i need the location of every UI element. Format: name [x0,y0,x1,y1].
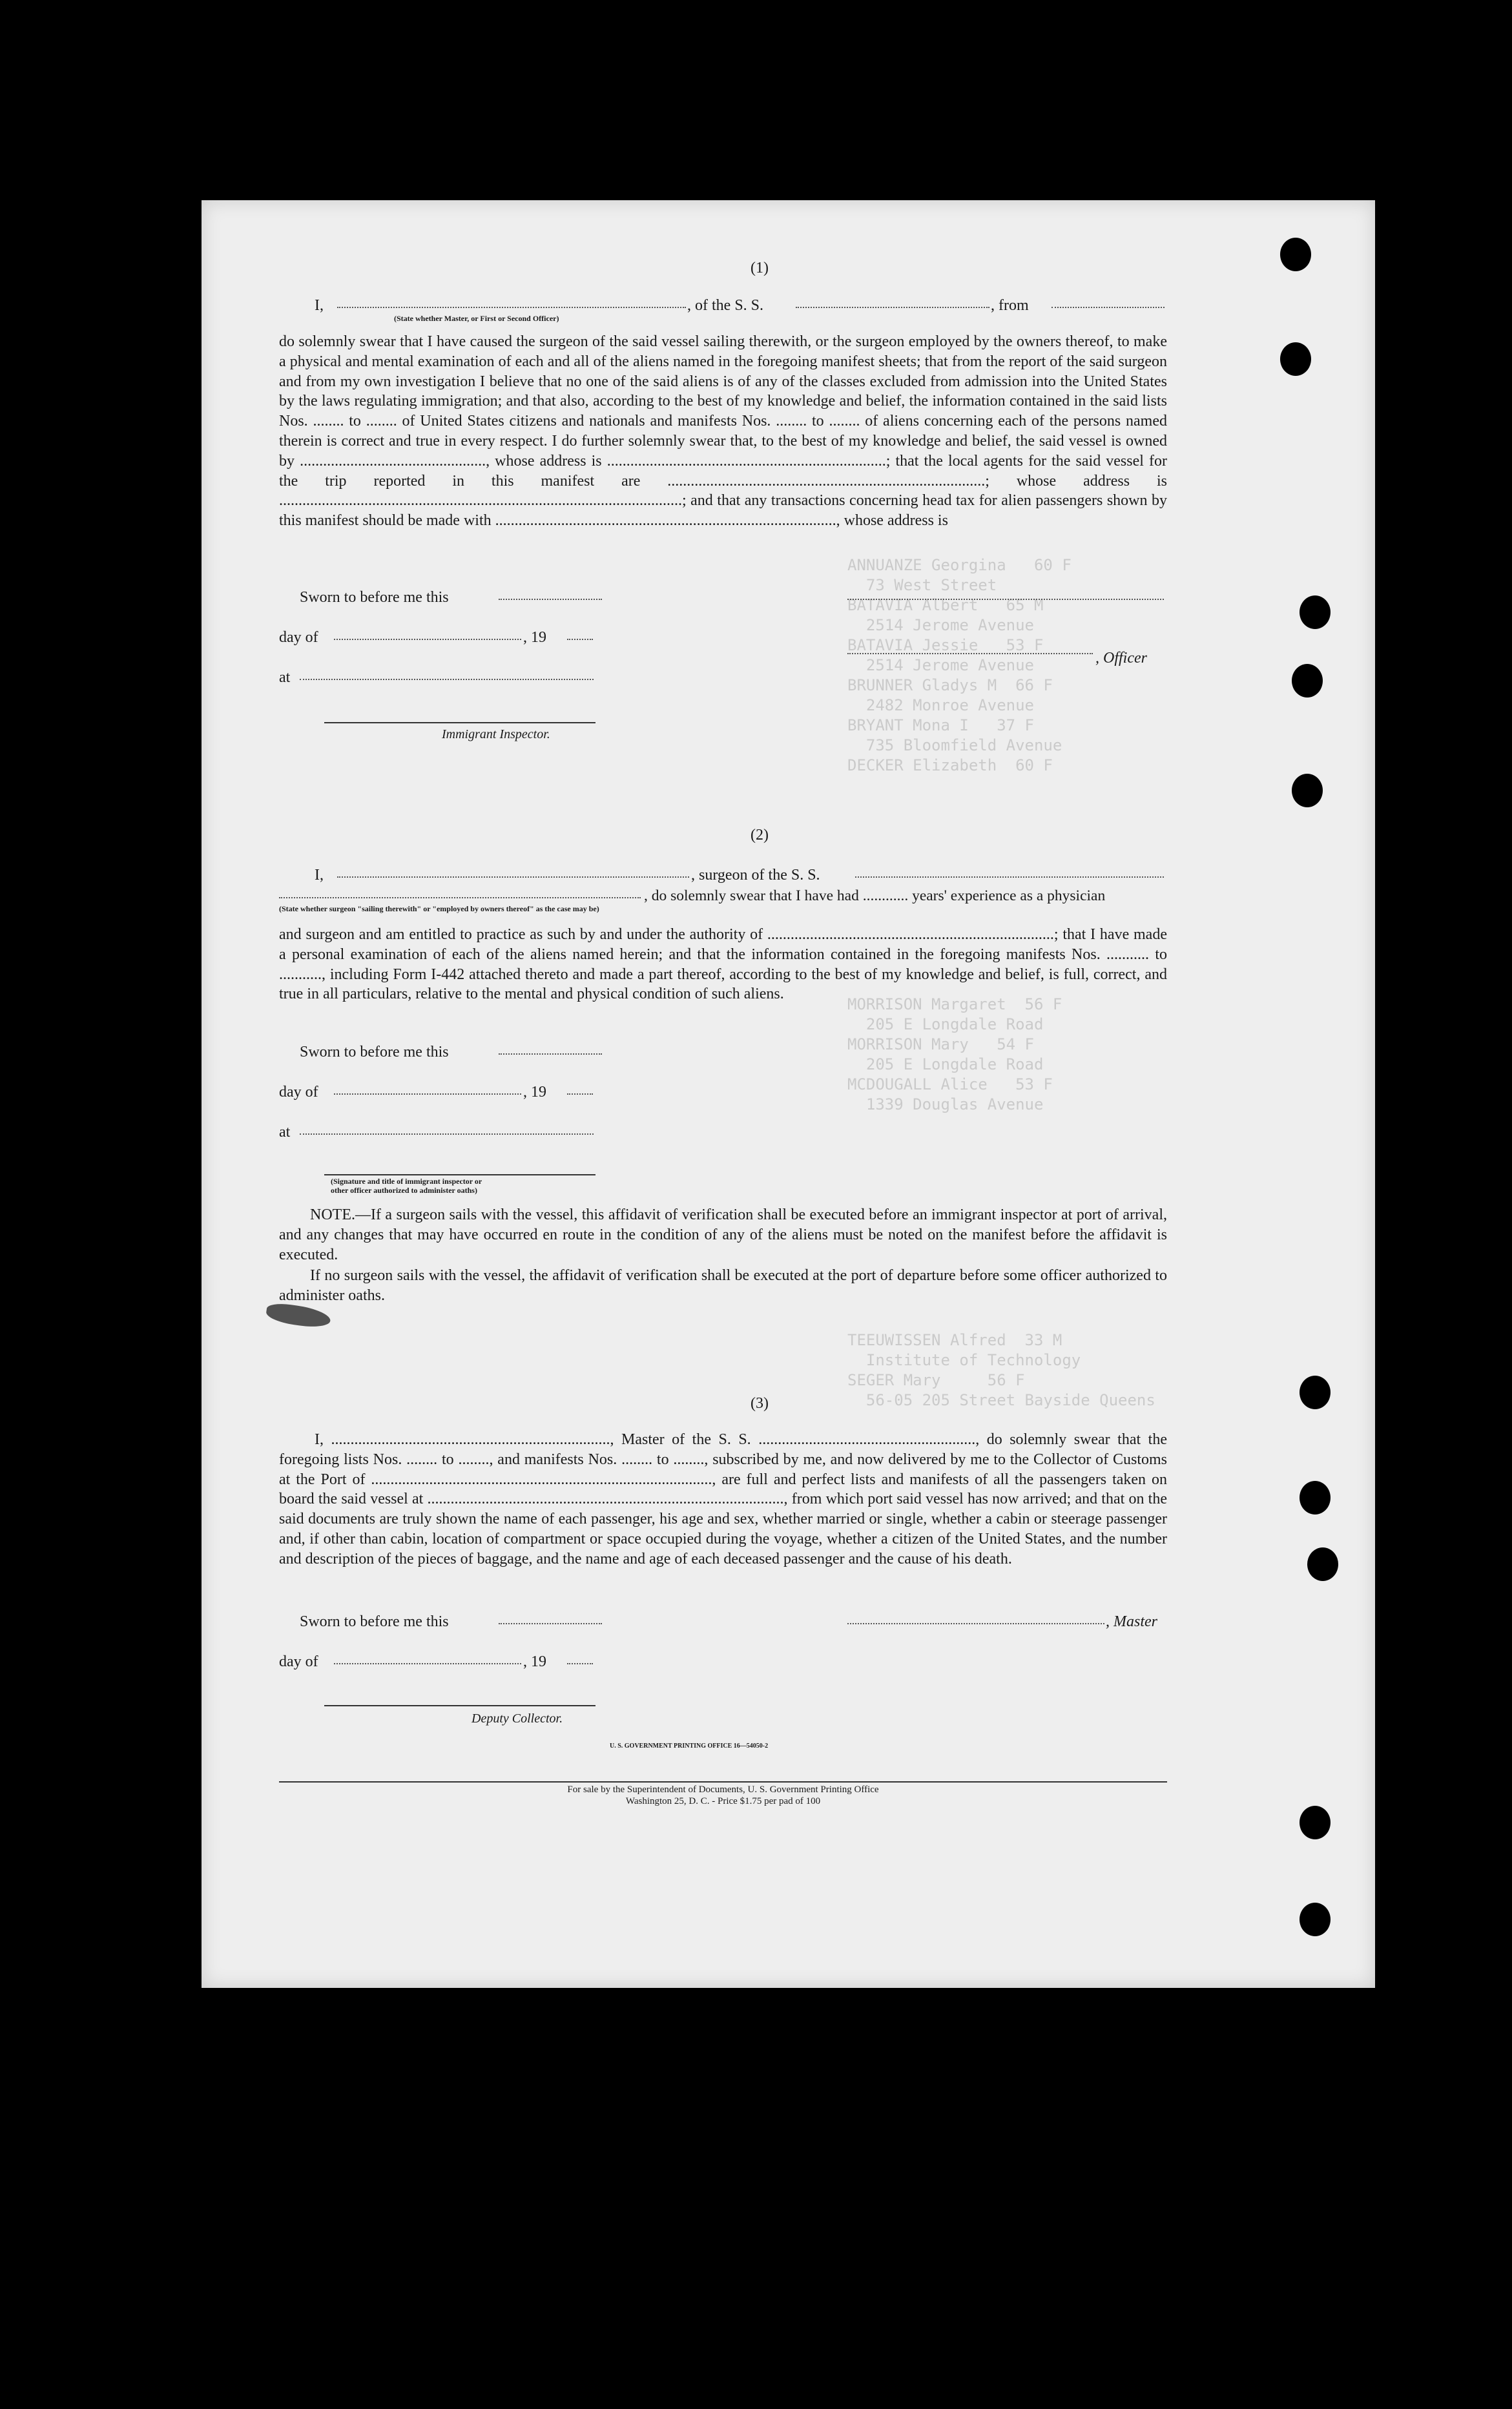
section-1-from: , from [991,297,1029,314]
footer-sale-1: For sale by the Superintendent of Documents, U. S. Government Printing Office [567,1784,879,1795]
master-signature-line[interactable] [847,1622,1104,1624]
section-3-sworn: Sworn to before me this [300,1613,449,1630]
section-2-surgeon-of-ss: , surgeon of the S. S. [691,867,820,884]
section-1-caption: (State whether Master, or First or Second Officer) [394,314,559,323]
day-field-3[interactable] [334,1662,521,1664]
form-sheet [202,200,1375,1988]
section-2-sig-caption-1: (Signature and title of immigrant inspector or [331,1177,482,1186]
binder-hole-2 [1280,342,1311,376]
sworn-date-field-1[interactable] [499,598,602,600]
section-3-master: , Master [1106,1613,1157,1630]
section-3-body: I, ........................................................................, Master of the S. S. ........................................................, do solemnly swear that the foregoing lists Nos. ........ to ........, and manifests Nos. ........ to ........, subscribed by me, and now delivered by me to the Collector of Customs at the Port of ........................................................................................, are full and perfect lists and manifests of all the passengers taken on board the said vessel at ............................................................................................, from which port said vessel has now arrived; and that on the said documents are truly shown the name of each passenger, his age and sex, whether married or single, whether a cabin or steerage passenger and, if other than cabin, location of compartment or space occupied during the voyage, whether a citizen of the United States, and the number and description of the pieces of baggage, and the name and age of each deceased passenger and the cause of his death. [279,1431,1167,1567]
day-field-2[interactable] [334,1093,521,1095]
vessel-name-field[interactable] [796,306,989,308]
section-2-sig-caption-2: other officer authorized to administer oaths) [331,1186,477,1195]
section-2-at: at [279,1124,291,1141]
section-3-day-of: day of [279,1653,318,1670]
at-field-1[interactable] [300,678,594,680]
section-1-sworn: Sworn to before me this [300,589,449,606]
inspector-signature-line [324,722,595,723]
sworn-date-field-3[interactable] [499,1622,602,1624]
gpo-line: U. S. GOVERNMENT PRINTING OFFICE 16—54050-2 [610,1742,769,1750]
footer-sale-2: Washington 25, D. C. - Price $1.75 per pad of 100 [625,1796,821,1806]
from-port-field[interactable] [1051,306,1165,308]
year-field-3[interactable] [567,1662,593,1664]
binder-hole-8 [1307,1547,1338,1581]
section-2-day-of: day of [279,1084,318,1101]
section-2-line-2: , do solemnly swear that I have had ............ years' experience as a physician [644,887,1106,904]
binder-hole-4 [1292,664,1323,698]
bleed-through-text-2: MORRISON Margaret 56 F 205 E Longdale Road MORRISON Mary 54 F 205 E Longdale Road MCDOUGALL Alice 53 F 1339 Douglas Avenue [847,995,1062,1113]
collector-signature-line [324,1705,595,1706]
section-2-note-2: If no surgeon sails with the vessel, the affidavit of verification shall be executed at the port of departure before some officer authorized to administer oaths. [279,1267,1167,1304]
officer-signature-line-a[interactable] [847,598,1164,600]
binder-hole-7 [1300,1481,1331,1515]
section-3-collector: Deputy Collector. [471,1711,563,1726]
year-field-2[interactable] [567,1093,593,1095]
section-2-caption: (State whether surgeon "sailing therewith" or "employed by owners thereof" as the case may be) [279,904,599,913]
section-1-at: at [279,669,291,686]
day-field-1[interactable] [334,638,521,640]
surgeon-status-field[interactable] [279,896,641,898]
year-field-1[interactable] [567,638,593,640]
section-1-i: I, [315,297,324,314]
sworn-date-field-2[interactable] [499,1053,602,1055]
section-1-of-ss: , of the S. S. [687,297,764,314]
section-1-inspector: Immigrant Inspector. [442,727,550,741]
binder-hole-9 [1300,1806,1331,1839]
authorized-signature-line [324,1174,595,1175]
officer-name-field[interactable] [337,306,686,308]
surgeon-name-field[interactable] [337,876,689,878]
bleed-through-text: ANNUANZE Georgina 60 F 73 West Street BATAVIA Albert 65 M 2514 Jerome Avenue BATAVIA Jessie 53 F 2514 Jerome Avenue BRUNNER Gladys M 66 F 2482 Monroe Avenue BRYANT Mona I 37 F 735 Bloomfield Avenue DECKER Elizabeth 60 F [847,556,1072,774]
section-3-number: (3) [751,1395,769,1412]
section-3-year: , 19 [523,1653,546,1670]
footer-rule [279,1781,1167,1783]
binder-hole-6 [1300,1376,1331,1409]
section-2-body: and surgeon and am entitled to practice as such by and under the authority of ..........................................................................; that I have made a personal examination of each of the aliens named herein; and that the information contained in the foregoing manifests Nos. ........... to ..........., including Form I-442 attached thereto and made a part thereof, according to the best of my knowledge and belief, is full, correct, and true in all particulars, relative to the mental and physical condition of such aliens. [279,926,1167,1003]
officer-signature-line-b[interactable] [847,652,1093,654]
section-2-year: , 19 [523,1084,546,1101]
section-2-number: (2) [751,827,769,843]
binder-hole-3 [1300,595,1331,629]
section-1-officer: , Officer [1095,650,1147,667]
section-1-number: (1) [751,260,769,276]
ink-smudge [265,1301,331,1330]
binder-hole-1 [1280,238,1311,271]
section-2-sworn: Sworn to before me this [300,1044,449,1060]
section-1-day-of: day of [279,629,318,646]
bleed-through-text-3: TEEUWISSEN Alfred 33 M Institute of Technology SEGER Mary 56 F 56-05 205 Street Bayside Queens [847,1331,1155,1409]
binder-hole-10 [1300,1903,1331,1936]
section-2-i: I, [315,867,324,884]
at-field-2[interactable] [300,1133,594,1135]
section-2-note-1: NOTE.—If a surgeon sails with the vessel, this affidavit of verification shall be executed before an immigrant inspector at port of arrival, and any changes that may have occurred en route in the condition of any of the aliens must be noted on the manifest before the affidavit is executed. [279,1206,1167,1263]
binder-hole-5 [1292,774,1323,807]
section-1-body: do solemnly swear that I have caused the surgeon of the said vessel sailing therewith, or the surgeon employed by the owners thereof, to make a physical and mental examination of each and all of the aliens named in the foregoing manifest sheets; that from the report of the said surgeon and from my own investigation I believe that no one of the said aliens is of any of the classes excluded from admission into the United States by the laws regulating immigration; and that also, according to the best of my knowledge and belief, the information contained in the said lists Nos. ........ to ........ of United States citizens and nationals and manifests Nos. ........ to ........ of aliens concerning each of the persons named therein is correct and true in every respect. I do further solemnly swear that, to the best of my knowledge and belief, the said vessel is owned by ................................................, whose address is ........................................................................; that the local agents for the said vessel for the trip reported in this manifest are ..................................................................................; whose address is ........................................................................................................; and that any transactions concerning head tax for alien passengers shown by this manifest should be made with ........................................................................................, whose address is [279,333,1167,530]
section-1-year: , 19 [523,629,546,646]
surgeon-vessel-field[interactable] [855,876,1164,878]
